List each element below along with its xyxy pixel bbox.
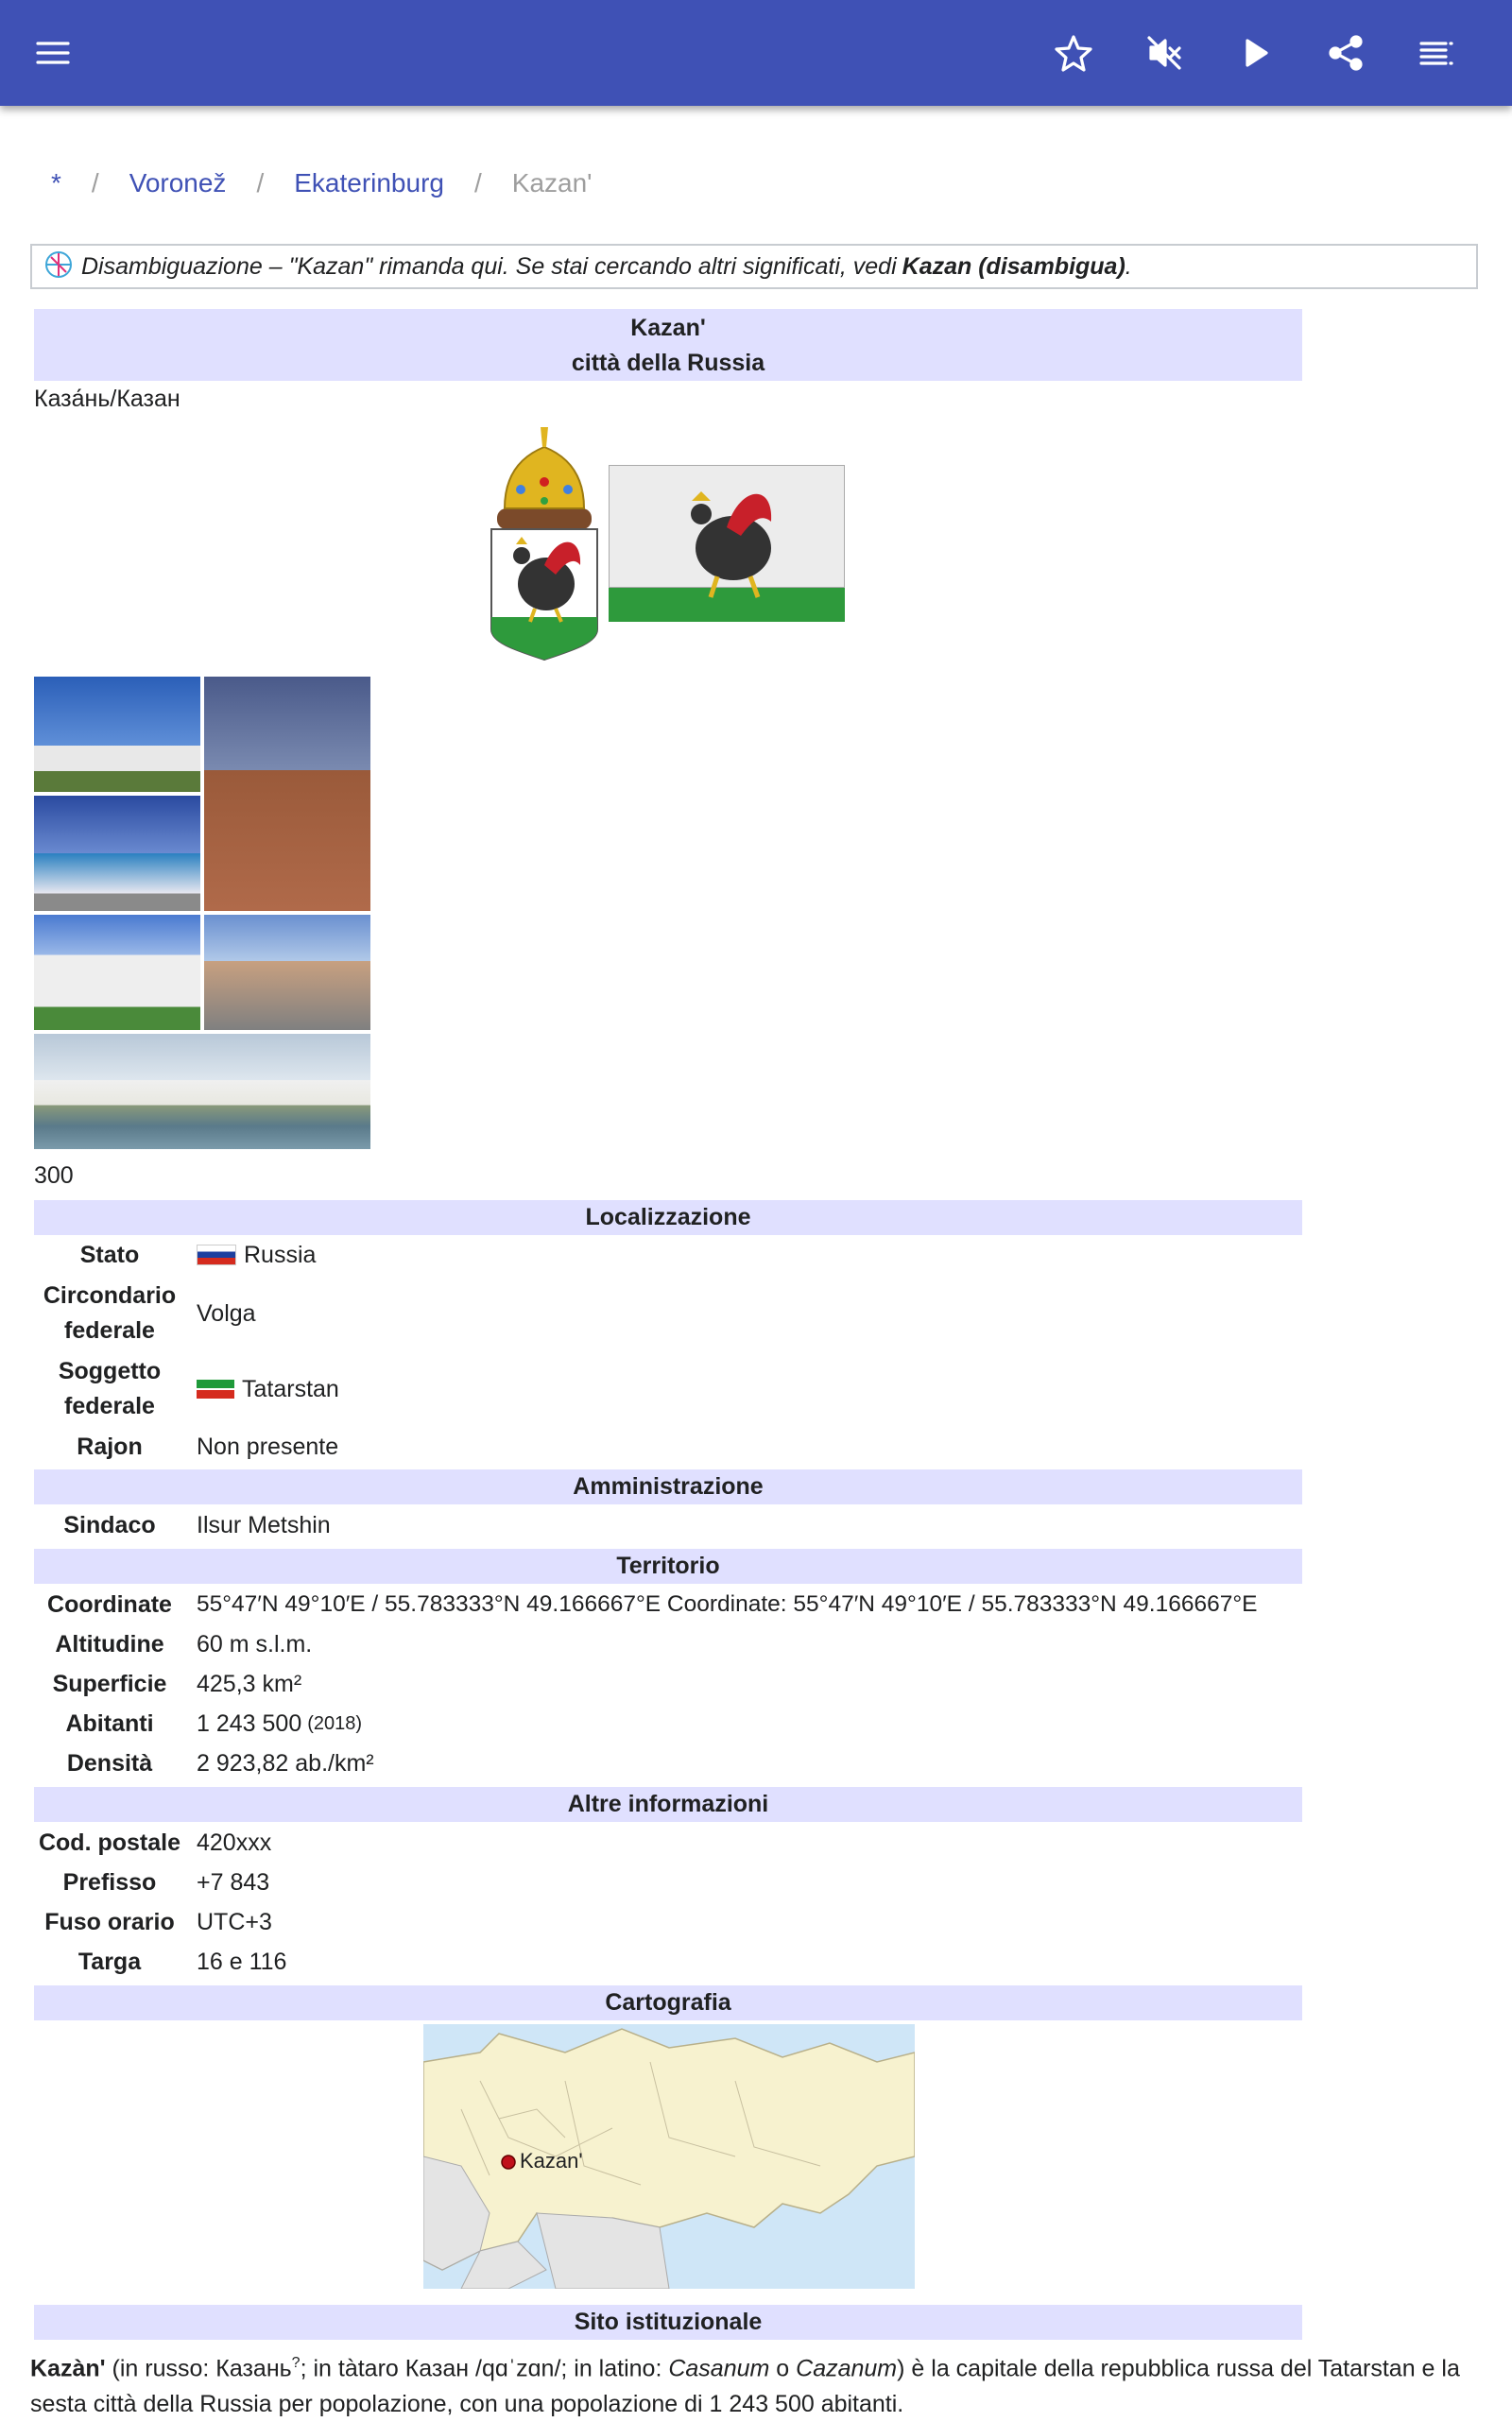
row-state (34, 1236, 1302, 1274)
russia-map (423, 2024, 915, 2289)
row-value: +7 843 (197, 1868, 270, 1896)
row-value[interactable]: Ilsur Metshin (197, 1511, 331, 1538)
row-label: Stato (79, 1241, 140, 1268)
section-header-administration: Amministrazione (34, 1469, 1302, 1504)
row-value: 16 e 116 (197, 1948, 287, 1975)
breadcrumb-separator: / (473, 168, 482, 198)
menu-icon (32, 32, 74, 74)
city-title: Kazan' (630, 315, 706, 341)
breadcrumb (51, 168, 593, 198)
intro-latin-1: Casanum (668, 2355, 770, 2382)
row-value-wrap (197, 1710, 362, 1738)
intro-text-1: (in russo: Казань (105, 2355, 292, 2382)
menu-button[interactable] (23, 23, 83, 83)
row-coordinates (34, 1586, 1302, 1623)
location-map[interactable] (423, 2024, 915, 2289)
section-header-website: Sito istituzionale (34, 2305, 1302, 2340)
row-federal-district (34, 1276, 1302, 1351)
row-label: Prefisso (62, 1868, 157, 1896)
infobox-title (34, 309, 1302, 381)
native-name: Каза́нь/Казан (34, 386, 180, 412)
row-federal-subject (34, 1351, 1302, 1427)
row-label: Densità (66, 1749, 153, 1777)
play-button[interactable] (1225, 23, 1285, 83)
breadcrumb-item-voronez[interactable]: Voronež (129, 168, 227, 198)
row-label: Targa (77, 1948, 142, 1975)
disambiguation-icon (43, 249, 74, 280)
audio-pronunciation-link[interactable]: ? (291, 2355, 301, 2371)
intro-text-4: ) è la capitale della repubblica russa del Tatarstan e la sesta città della Russia per popolazione, con una popolazione di 1 243 500 abitanti. (30, 2355, 1460, 2418)
disambiguation-end: . (1125, 252, 1132, 280)
row-value: 425,3 km² (197, 1670, 302, 1697)
population-year: (2018) (307, 1712, 363, 1734)
disambiguation-text: Disambiguazione – "Kazan" rimanda qui. Se stai cercando altri significati, vedi (81, 252, 897, 280)
section-header-cartography: Cartografia (34, 1985, 1302, 2020)
row-license-plate (34, 1943, 1302, 1981)
photo-collage (34, 677, 370, 1149)
row-label: Sindaco (63, 1511, 156, 1538)
row-rajon (34, 1428, 1302, 1466)
city-flag (609, 465, 845, 622)
intro-text-2: ; in tàtaro Казан /qɑˈzɑn/; in latino: (300, 2355, 669, 2382)
image-caption: 300 (34, 1162, 74, 1189)
tatarstan-flag-icon (197, 1380, 234, 1399)
row-postal-code (34, 1824, 1302, 1862)
row-density (34, 1744, 1302, 1782)
star-icon (1053, 32, 1094, 74)
row-area (34, 1665, 1302, 1703)
row-label: Rajon (77, 1433, 143, 1460)
map-city-label: Kazan' (520, 2149, 583, 2173)
coat-of-arms (488, 423, 601, 661)
city-subtitle: città della Russia (571, 350, 765, 376)
row-label: Soggetto federale (58, 1358, 162, 1419)
intro-latin-2: Cazanum (796, 2355, 898, 2382)
disambiguation-notice (30, 244, 1478, 289)
row-population (34, 1705, 1302, 1743)
section-header-territory: Territorio (34, 1549, 1302, 1584)
row-value: 2 923,82 ab./km² (197, 1749, 374, 1777)
row-value[interactable]: UTC+3 (197, 1908, 272, 1935)
row-value: 60 m s.l.m. (197, 1630, 313, 1658)
breadcrumb-separator: / (256, 168, 265, 198)
bookmark-button[interactable] (1043, 23, 1104, 83)
kremlin-tower-photo (34, 677, 200, 792)
volume-off-icon (1143, 32, 1185, 74)
section-header-location: Localizzazione (34, 1200, 1302, 1235)
row-value[interactable]: 55°47′N 49°10′E / 55.783333°N 49.166667°E Coordinate: 55°47′N 49°10′E / 55.783333°N 49.166667°E (197, 1591, 1258, 1617)
play-icon (1234, 32, 1276, 74)
row-phone-prefix (34, 1864, 1302, 1901)
mute-button[interactable] (1134, 23, 1194, 83)
row-value-wrap (197, 1242, 316, 1269)
row-label: Altitudine (55, 1630, 164, 1658)
row-altitude (34, 1625, 1302, 1663)
row-label: Fuso orario (44, 1908, 175, 1935)
row-label: Circondario federale (43, 1282, 177, 1344)
breadcrumb-item-ekaterinburg[interactable]: Ekaterinburg (294, 168, 444, 198)
syuyumbike-tower-photo (204, 677, 370, 911)
russia-flag-icon (197, 1245, 236, 1265)
government-building-photo (34, 915, 200, 1030)
breadcrumb-separator: / (91, 168, 99, 198)
share-button[interactable] (1315, 23, 1376, 83)
breadcrumb-item-home[interactable]: * (51, 168, 61, 198)
row-label: Cod. postale (38, 1829, 180, 1856)
row-timezone (34, 1903, 1302, 1941)
panorama-photo (34, 1034, 370, 1149)
street-photo (204, 915, 370, 1030)
row-mayor (34, 1506, 1302, 1544)
row-value[interactable]: Tatarstan (242, 1375, 339, 1402)
playlist-icon (1416, 32, 1457, 74)
disambiguation-link[interactable]: Kazan (disambigua) (902, 252, 1125, 280)
row-value: 420xxx (197, 1829, 272, 1856)
row-value[interactable]: Russia (244, 1241, 317, 1268)
share-icon (1325, 32, 1366, 74)
row-label: Abitanti (65, 1709, 154, 1737)
app-bar (0, 0, 1512, 106)
row-value-wrap (197, 1376, 339, 1403)
row-label: Coordinate (47, 1590, 172, 1618)
row-value[interactable]: Volga (197, 1299, 256, 1327)
row-label: Superficie (52, 1670, 167, 1697)
row-value: Non presente (197, 1433, 339, 1460)
breadcrumb-current: Kazan' (511, 168, 593, 198)
contents-button[interactable] (1406, 23, 1467, 83)
row-value: 1 243 500 (197, 1709, 302, 1737)
intro-city-name: Kazàn' (30, 2355, 106, 2382)
mosque-photo (34, 796, 200, 911)
intro-text-3: o (769, 2355, 797, 2382)
section-header-other: Altre informazioni (34, 1787, 1302, 1822)
intro-paragraph (30, 2345, 1486, 2422)
